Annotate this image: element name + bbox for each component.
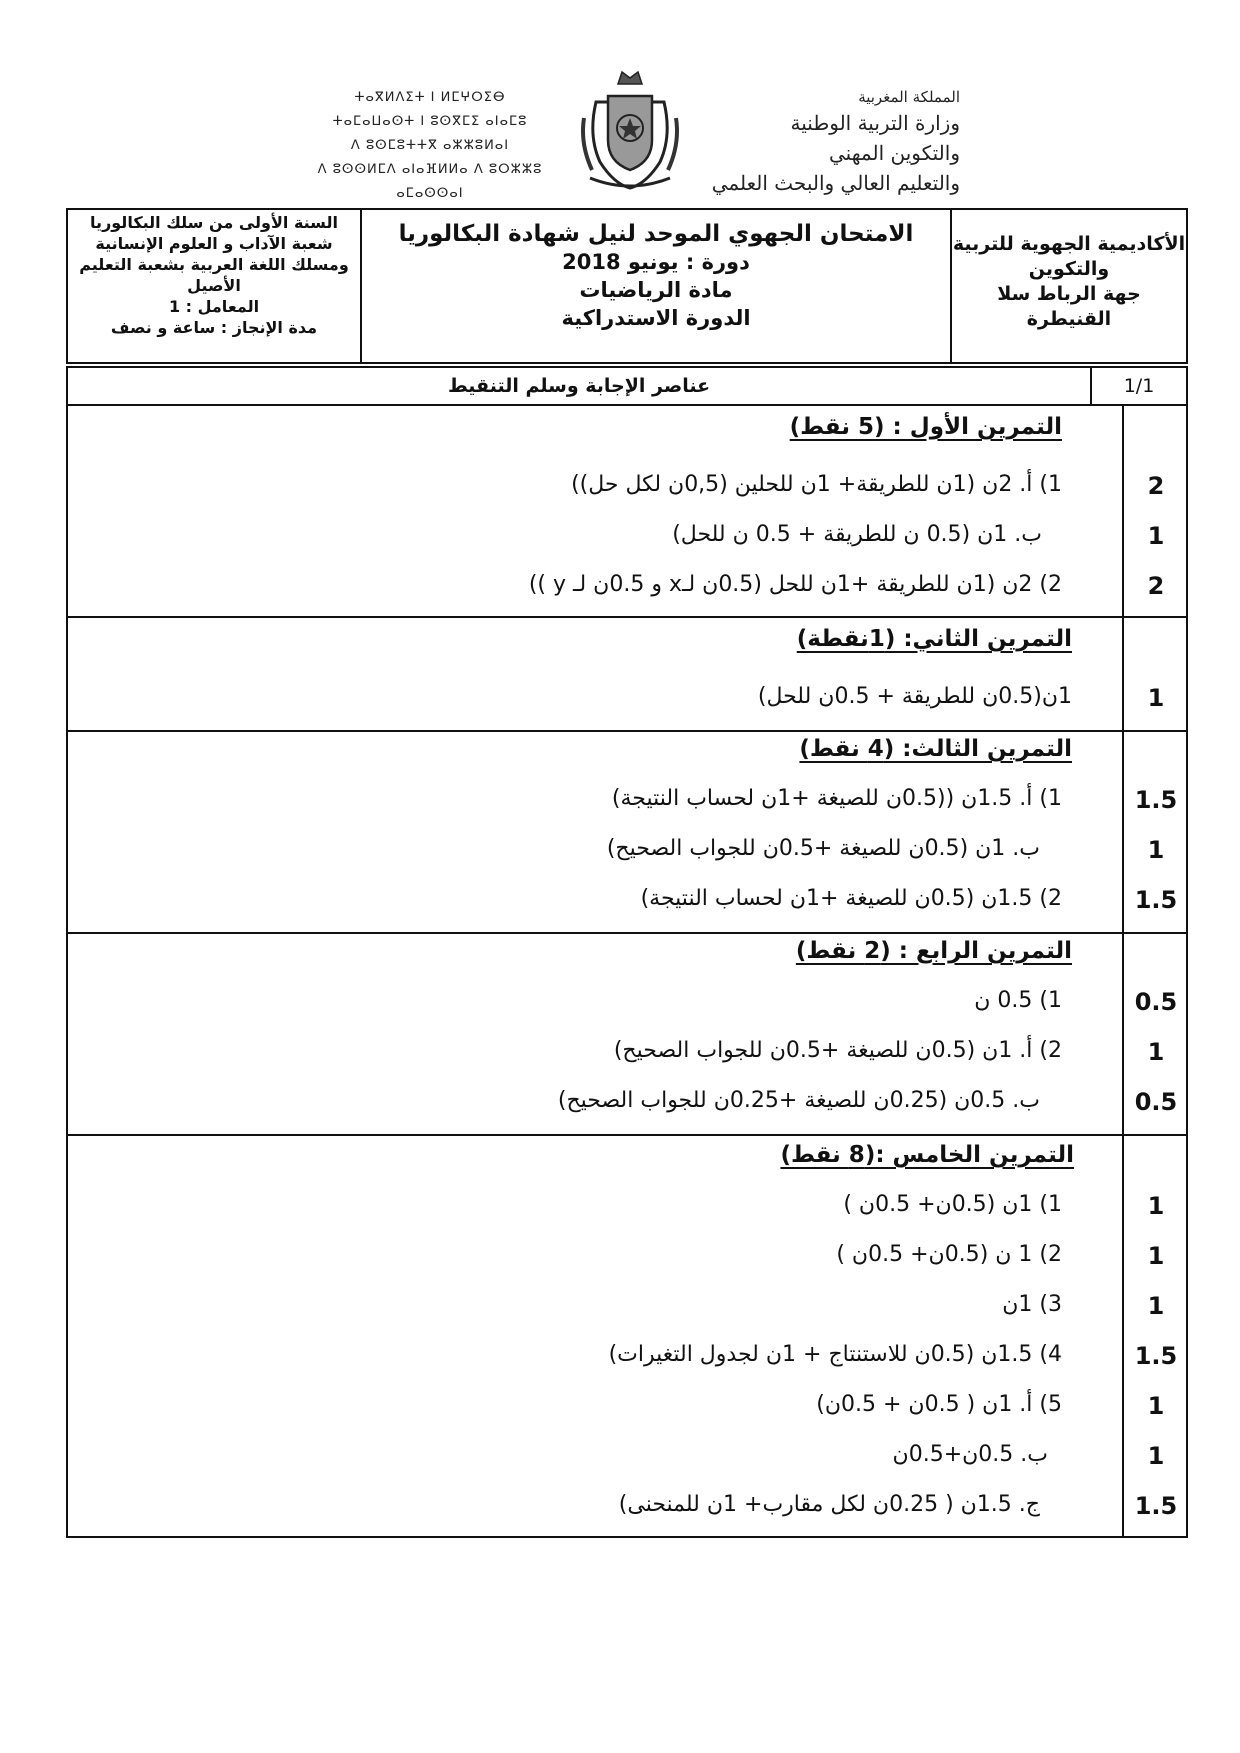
grading-item: 1) أ. 2ن (1ن للطريقة+ 1ن للحلين (0,5ن لكل حل)) xyxy=(571,472,1062,497)
exercise-title: التمرين الأول : (5 نقط) xyxy=(789,414,1062,440)
grading-item: ب. 1ن (0.5ن للصيغة +0.5ن للجواب الصحيح) xyxy=(606,836,1040,861)
item-score: 1.5 xyxy=(1134,786,1178,814)
grading-item: 1) أ. 1.5ن ((0.5ن للصيغة +1ن لحساب النتيجة) xyxy=(611,786,1062,811)
branch-line: السنة الأولى من سلك البكالوريا xyxy=(90,213,338,232)
item-score: 1.5 xyxy=(1134,1492,1178,1520)
academy-line: جهة الرباط سلا القنيطرة xyxy=(997,283,1141,330)
item-score: 1 xyxy=(1147,684,1165,712)
item-score: 2 xyxy=(1147,472,1165,500)
branch-line: ومسلك اللغة العربية بشعبة التعليم xyxy=(79,255,349,274)
item-score: 1 xyxy=(1147,1392,1165,1420)
page-number: 1/1 xyxy=(1090,368,1186,404)
ministry-line: المملكة المغربية xyxy=(858,88,960,106)
item-score: 1 xyxy=(1147,1038,1165,1066)
exam-title-cell xyxy=(360,210,950,362)
tifinagh-line: ⴷ ⵓⵙⵙⵍⵎⴷ ⴰⵏⴰⴼⵍⵍⴰ ⴷ ⵓⵔⵣⵣⵓ ⴰⵎⴰⵙⵙⴰⵏ xyxy=(317,162,543,201)
grading-item: ب. 0.5ن (0.25ن للصيغة +0.25ن للجواب الصحيح) xyxy=(557,1088,1040,1113)
grading-item: ب. 0.5ن+0.5ن xyxy=(892,1442,1048,1467)
tifinagh-line: ⵜⴰⴳⵍⴷⵉⵜ ⵏ ⵍⵎⵖⵔⵉⴱ xyxy=(354,90,506,105)
academy-line: والتكوين xyxy=(1028,258,1110,280)
grading-item: 1) 1ن (0.5ن+ 0.5ن ) xyxy=(843,1192,1062,1217)
exam-title: الامتحان الجهوي الموحد لنيل شهادة البكالوريا xyxy=(398,221,914,247)
answer-key-title: عناصر الإجابة وسلم التنقيط xyxy=(447,375,711,397)
ministry-line: والتعليم العالي والبحث العلمي xyxy=(711,171,960,195)
grading-item: 2) أ. 1ن (0.5ن للصيغة +0.5ن للجواب الصحيح) xyxy=(613,1038,1062,1063)
grading-item: 2) 1 ن (0.5ن+ 0.5ن ) xyxy=(836,1242,1062,1267)
grading-item: 1ن(0.5ن للطريقة + 0.5ن للحل) xyxy=(757,684,1072,709)
grading-item: ب. 1ن (0.5 ن للطريقة + 0.5 ن للحل) xyxy=(672,522,1042,547)
item-score: 1.5 xyxy=(1134,1342,1178,1370)
exam-header-table xyxy=(66,208,1188,364)
ministry-line: والتكوين المهني xyxy=(828,141,960,165)
duration: مدة الإنجاز : ساعة و نصف xyxy=(110,318,318,337)
exercise-title: التمرين الثاني: (1نقطة) xyxy=(796,626,1072,652)
exercise-5-block xyxy=(66,1134,1188,1538)
item-score: 1.5 xyxy=(1134,886,1178,914)
exam-session-type: الدورة الاستدراكية xyxy=(561,306,751,330)
tifinagh-line: ⴷ ⵓⵙⵎⵓⵜⵜⴳ ⴰⵣⵣⵓⵍⴰⵏ xyxy=(350,138,510,153)
item-score: 0.5 xyxy=(1134,1088,1178,1116)
grading-item: 3) 1ن xyxy=(1002,1292,1062,1317)
academy-cell xyxy=(950,210,1186,362)
exam-session: دورة : يونيو 2018 xyxy=(562,250,750,274)
exam-subject: مادة الرياضيات xyxy=(579,278,733,302)
item-score: 1 xyxy=(1147,1292,1165,1320)
grading-item: 2) 1.5ن (0.5ن للصيغة +1ن لحساب النتيجة) xyxy=(640,886,1062,911)
grading-item: 1) 0.5 ن xyxy=(974,988,1062,1013)
item-score: 1 xyxy=(1147,836,1165,864)
ministry-line: وزارة التربية الوطنية xyxy=(790,111,960,135)
exercise-title: التمرين الخامس :(8 نقط) xyxy=(780,1142,1074,1168)
branch-line: الأصيل xyxy=(187,276,241,295)
exercise-1-block xyxy=(66,404,1188,618)
item-score: 0.5 xyxy=(1134,988,1178,1016)
exercise-4-block xyxy=(66,932,1188,1136)
grading-item: ج. 1.5ن ( 0.25ن لكل مقارب+ 1ن للمنحنى) xyxy=(618,1492,1040,1517)
item-score: 1 xyxy=(1147,1192,1165,1220)
item-score: 1 xyxy=(1147,1442,1165,1470)
item-score: 1 xyxy=(1147,522,1165,550)
exercise-2-block xyxy=(66,616,1188,732)
branch-line: شعبة الآداب و العلوم الإنسانية xyxy=(95,234,333,253)
ministry-name-arabic xyxy=(660,86,960,198)
academy-line: الأكاديمية الجهوية للتربية xyxy=(952,233,1186,255)
exercise-3-block xyxy=(66,730,1188,934)
exercise-title: التمرين الرابع : (2 نقط) xyxy=(795,938,1072,964)
coefficient: المعامل : 1 xyxy=(168,297,260,316)
branch-cell xyxy=(68,210,360,362)
item-score: 2 xyxy=(1147,572,1165,600)
ministry-name-tifinagh xyxy=(300,86,560,206)
exercise-title: التمرين الثالث: (4 نقط) xyxy=(799,736,1072,762)
item-score: 1 xyxy=(1147,1242,1165,1270)
answer-key-row xyxy=(66,366,1188,406)
tifinagh-line: ⵜⴰⵎⴰⵡⴰⵙⵜ ⵏ ⵓⵙⴳⵎⵉ ⴰⵏⴰⵎⵓ xyxy=(332,114,528,129)
grading-item: 2) 2ن (1ن للطريقة +1ن للحل (0.5ن لـx و 0.5ن لـ y )) xyxy=(528,572,1062,597)
grading-item: 5) أ. 1ن ( 0.5ن + 0.5ن) xyxy=(816,1392,1062,1417)
grading-item: 4) 1.5ن (0.5ن للاستنتاج + 1ن لجدول التغيرات) xyxy=(608,1342,1062,1367)
